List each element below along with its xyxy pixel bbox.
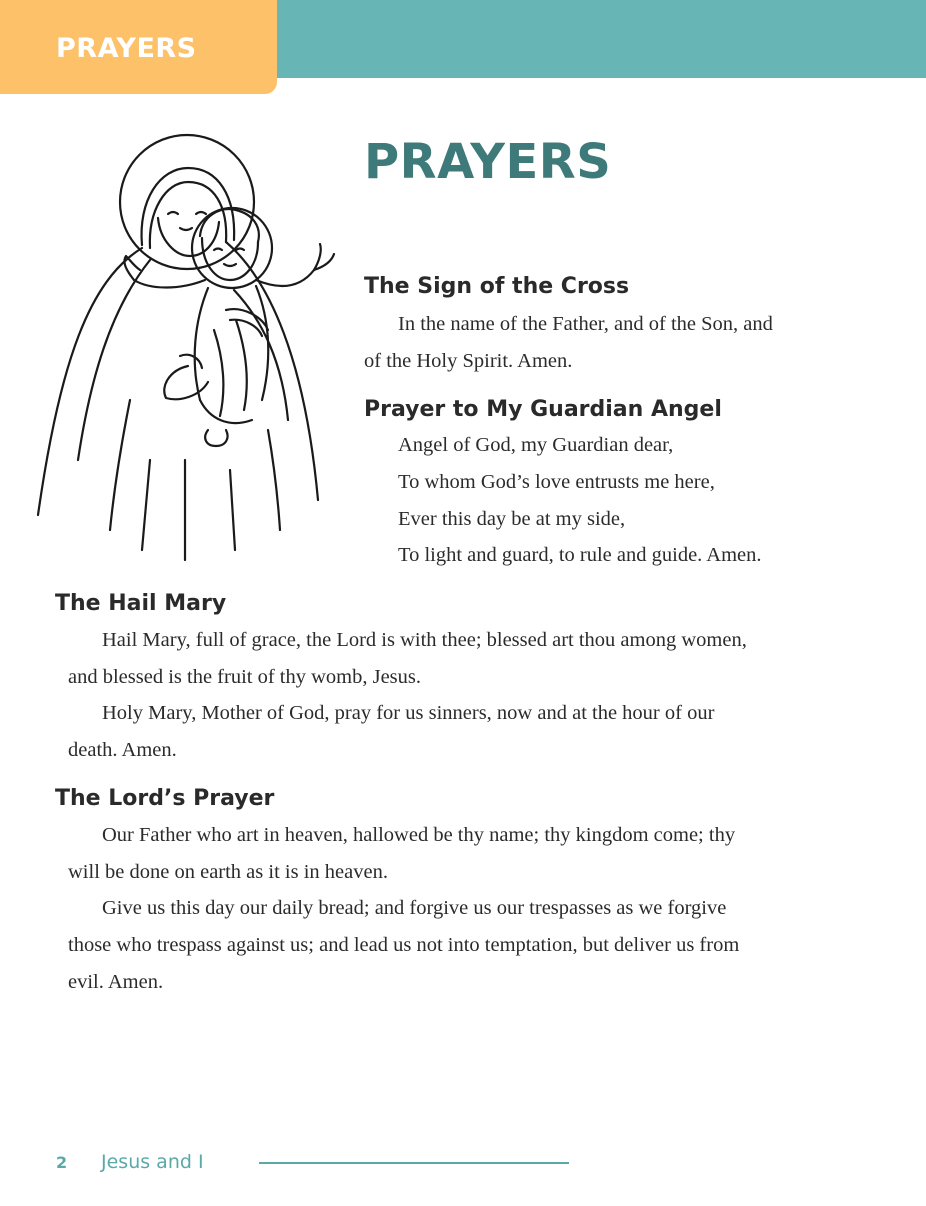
prayer-line: To light and guard, to rule and guide. Amen. [398, 544, 762, 566]
prayer-line: In the name of the Father, and of the Son, and [398, 313, 773, 335]
mary-and-child-line-drawing-icon [30, 130, 340, 570]
prayer-line: will be done on earth as it is in heaven. [68, 861, 388, 883]
prayer-line: Holy Mary, Mother of God, pray for us sinners, now and at the hour of our [102, 702, 715, 724]
prayer-line: evil. Amen. [68, 971, 164, 993]
book-title: Jesus and I [101, 1151, 204, 1173]
prayer-line: of the Holy Spirit. Amen. [364, 350, 573, 372]
prayer-line: Give us this day our daily bread; and forgive us our trespasses as we forgive [102, 897, 727, 919]
section-tab-label: PRAYERS [56, 33, 197, 64]
page-number: 2 [56, 1153, 68, 1172]
prayer-line: death. Amen. [68, 739, 177, 761]
prayer-heading-guardian-angel: Prayer to My Guardian Angel [364, 397, 722, 422]
prayer-line: To whom God’s love entrusts me here, [398, 471, 715, 493]
prayer-line: Ever this day be at my side, [398, 508, 626, 530]
prayer-line: Hail Mary, full of grace, the Lord is with thee; blessed art thou among women, [102, 629, 747, 651]
page-title: PRAYERS [364, 134, 612, 190]
section-tab [0, 0, 277, 94]
prayer-heading-lords-prayer: The Lord’s Prayer [55, 786, 275, 811]
prayer-line: those who trespass against us; and lead us not into temptation, but deliver us from [68, 934, 740, 956]
prayer-line: and blessed is the fruit of thy womb, Jesus. [68, 666, 422, 688]
prayer-heading-sign-of-the-cross: The Sign of the Cross [364, 274, 630, 299]
footer-rule [259, 1162, 569, 1164]
prayer-heading-hail-mary: The Hail Mary [55, 591, 227, 616]
prayer-line: Our Father who art in heaven, hallowed be thy name; thy kingdom come; thy [102, 824, 736, 846]
prayer-line: Angel of God, my Guardian dear, [398, 434, 674, 456]
